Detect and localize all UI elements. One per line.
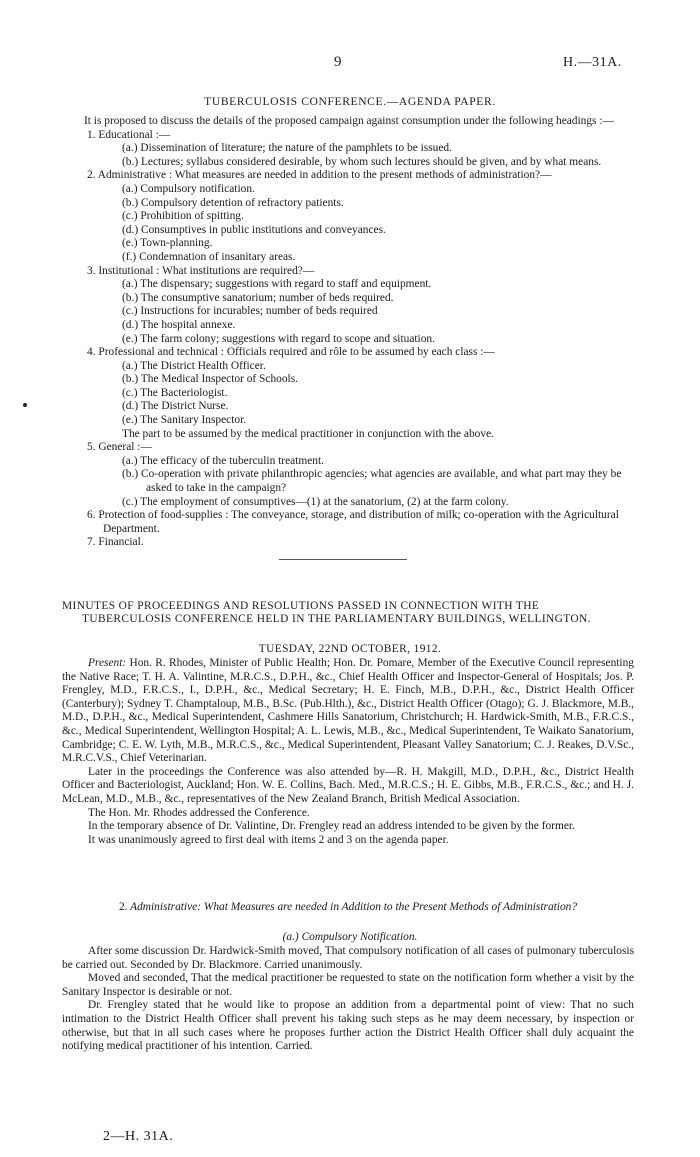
agenda-item: 5. General :— [87,441,152,454]
agenda-subitem: (d.) The District Nurse. [122,400,229,413]
agenda-subitem: (f.) Condemnation of insanitary areas. [122,250,296,263]
present-paragraph [62,657,634,766]
print-speck-mark [23,403,27,407]
agenda-subitem: (d.) The hospital annexe. [122,318,236,331]
meeting-date: TUESDAY, 22ND OCTOBER, 1912. [258,643,442,655]
page-number: 9 [334,54,342,70]
section-divider [279,559,407,560]
present-text: Hon. R. Rhodes, Minister of Public Health; Hon. Dr. Pomare, Member of the Executive Council representing the Native Race; T. H. A. Valintine, M.R.C.S., D.P.H., &c., Chief Health Officer and Inspector-General of Hospitals; Jos. P. Frengley, M.D., F.R.C.S., I., D.P.H., &c., Medical Secretary; H. E. Finch, M.B., D.P.H., &c., District Health Officer (Canterbury); Sydney T. Champtaloup, M.B., B.Sc. (Pub.Hlth.), &c., District Health Officer (Otago); G. J. Blackmore, M.B., M.D., D.P.H., &c., Medical Superintendent, Cashmere Hills Sanatorium, Christchurch; H. Hardwick-Smith, M.B., F.R.C.S., &c., Medical Superintendent, Wellington Hospital; A. L. Lewis, M.B., &c., Medical Superintendent, Te Waikato Sanatorium, Cambridge; C. E. W. Lyth, M.B., M.R.C.S., &c., Medical Superintendent, Pleasant Valley Sanatorium; C. J. Reakes, D.V.Sc., M.R.C.V.S., Chief Veterinarian. [62,657,634,765]
agenda-subitem: (c.) Instructions for incurables; number of beds required [122,305,378,318]
agenda-subitem: (c.) The Bacteriologist. [122,386,228,399]
address-paragraph: The Hon. Mr. Rhodes addressed the Conference. [88,806,310,819]
agenda-subitem: (a.) The District Health Officer. [122,359,266,372]
agenda-subitem: (a.) The efficacy of the tuberculin treatment. [122,454,324,467]
agenda-item: 4. Professional and technical : Officials required and rôle to be assumed by each class :— [87,346,495,359]
agenda-item: 1. Educational :— [87,128,171,141]
minutes-title [62,600,632,627]
discussion-paragraph: After some discussion Dr. Hardwick-Smith moved, That compulsory notification of all cases of pulmonary tuberculosis be carried out. Seconded by Dr. Blackmore. Carried unanimously. [62,945,634,971]
later-paragraph: Later in the proceedings the Conference was also attended by—R. H. Makgill, M.D., D.P.H., &c., District Health Officer and Bacteriologist, Auckland; Hon. W. E. Collins, Bach. Med., M.R.C.S.; H. E. Gibbs, M.B., F.R.C.S., &c.; and H. J. McLean, M.D., M.B., &c., representatives of the New Zealand Branch, British Medical Association. [62,765,634,805]
agenda-subitem: (b.) The Medical Inspector of Schools. [122,373,298,386]
agenda-item: 3. Institutional : What institutions are required?— [87,264,315,277]
agenda-subitem: (b.) The consumptive sanatorium; number of beds required. [122,291,394,304]
agreed-paragraph: It was unanimously agreed to first deal with items 2 and 3 on the agenda paper. [88,833,449,846]
present-label: Present: [88,657,127,669]
agenda-subitem: (c.) Prohibition of spitting. [122,210,244,223]
discussion-paragraph: Moved and seconded, That the medical practitioner be requested to state on the notification form whether a visit by the Sanitary Inspector is desirable or not. [62,972,634,998]
agenda-subitem: (b.) Co-operation with private philanthropic agencies; what agencies are available, and what part may they be asked to take in the campaign? [122,468,622,495]
agenda-subitem: (e.) The farm colony; suggestions with regard to scope and situation. [122,332,435,345]
minutes-body [62,657,634,847]
page-header [0,56,700,76]
section-heading [62,900,634,914]
agenda-subitem: (a.) The dispensary; suggestions with regard to staff and equipment. [122,278,432,291]
agenda-subitem: (c.) The employment of consumptives—(1) at the sanatorium, (2) at the farm colony. [122,495,509,508]
minutes-title-line: TUBERCULOSIS CONFERENCE HELD IN THE PARLIAMENTARY BUILDINGS, WELLINGTON. [82,613,591,626]
agenda-subitem: (a.) Dissemination of literature; the nature of the pamphlets to be issued. [122,142,452,155]
agenda-item: 7. Financial. [87,536,144,549]
agenda-subitem: (d.) Consumptives in public institutions and conveyances. [122,223,386,236]
agenda-item: 2. Administrative : What measures are needed in addition to the present methods of administration?— [87,169,552,182]
agenda-body [58,115,628,560]
document-reference: H.—31A. [563,55,622,70]
minutes-title-line: MINUTES OF PROCEEDINGS AND RESOLUTIONS PASSED IN CONNECTION WITH THE [62,600,540,612]
agenda-note: The part to be assumed by the medical practitioner in conjunction with the above. [122,427,494,440]
section-heading-text: Administrative: What Measures are needed in Addition to the Present Methods of Administration? [130,901,578,913]
footer-signature: 2—H. 31A. [103,1129,174,1144]
agenda-intro: It is proposed to discuss the details of the proposed campaign against consumption under the following headings :— [84,115,614,127]
agenda-subitem: (e.) Town-planning. [122,237,213,250]
subsection-heading: (a.) Compulsory Notification. [282,931,418,943]
section-number: 2. [118,901,128,913]
agenda-title: TUBERCULOSIS CONFERENCE.—AGENDA PAPER. [204,95,496,108]
agenda-subitem: (a.) Compulsory notification. [122,182,255,195]
discussion-body [62,945,634,1054]
agenda-subitem: (b.) Lectures; syllabus considered desirable, by whom such lectures should be given, and by what means. [122,155,602,168]
agenda-subitem: (b.) Compulsory detention of refractory patients. [122,196,344,209]
discussion-paragraph: Dr. Frengley stated that he would like to propose an addition from a departmental point of view: That no such intimation to the District Health Officer shall prevent his taking such steps as he may deem necessary, by inspection or otherwise, but that in all such cases where he proposes further action the District Health Officer shall duly acquaint the notifying medical practitioner of his intention. Carried. [62,999,634,1053]
agenda-subitem: (e.) The Sanitary Inspector. [122,414,247,427]
absence-paragraph: In the temporary absence of Dr. Valintine, Dr. Frengley read an address intended to be given by the former. [88,820,575,833]
agenda-item: 6. Protection of food-supplies : The conveyance, storage, and distribution of milk; co-operation with the Agricultural Department. [87,509,619,535]
